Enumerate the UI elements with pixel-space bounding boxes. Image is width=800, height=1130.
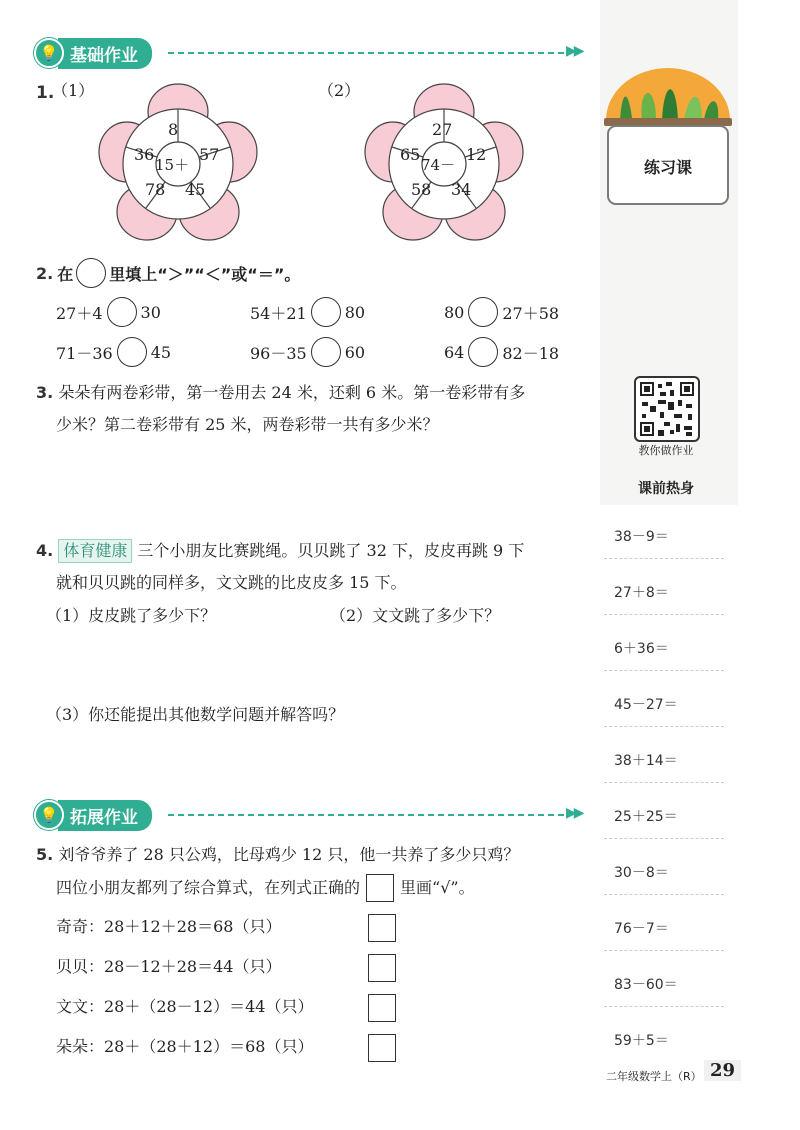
q4-text1: 三个小朋友比赛跳绳。贝贝跳了 32 下，皮皮再跳 9 下 bbox=[137, 541, 525, 560]
double-arrow-icon: ▶▶ bbox=[566, 805, 582, 821]
q4-sub3: （3）你还能提出其他数学问题并解答吗？ bbox=[46, 705, 345, 724]
q4-sub2: （2）文文跳了多少下？ bbox=[330, 606, 501, 625]
warmup-divider bbox=[604, 1006, 724, 1007]
comparison-right: 82－18 bbox=[502, 343, 560, 363]
q4-number: 4. bbox=[36, 541, 54, 560]
warmup-item: 25＋25＝ bbox=[614, 809, 678, 825]
flower1-top: 8 bbox=[168, 120, 179, 139]
answer-circle[interactable] bbox=[311, 337, 341, 367]
warmup-item: 38－9＝ bbox=[614, 529, 669, 545]
q5-text1: 刘爷爷养了 28 只公鸡，比母鸡少 12 只，他一共养了多少只鸡？ bbox=[58, 845, 520, 864]
q1-number: 1. bbox=[36, 83, 55, 103]
check-box[interactable] bbox=[368, 954, 396, 982]
q2-prompt-a: 在 bbox=[57, 264, 74, 284]
q5-text2a: 四位小朋友都列了综合算式，在列式正确的 bbox=[56, 878, 361, 897]
q4-sub1: （1）皮皮跳了多少下？ bbox=[46, 606, 217, 625]
flower2-left: 65 bbox=[400, 145, 421, 164]
answer-circle[interactable] bbox=[107, 297, 137, 327]
answer-circle[interactable] bbox=[117, 337, 147, 367]
q2-prompt bbox=[36, 258, 300, 288]
section-basic-header bbox=[34, 38, 152, 68]
comparison-right: 45 bbox=[150, 342, 172, 362]
qr-caption: 教你做作业 bbox=[638, 444, 694, 457]
q2-number: 2. bbox=[36, 263, 54, 283]
q2-prompt-circle bbox=[76, 258, 106, 288]
q5-text2b: 里画“√”。 bbox=[400, 878, 475, 897]
check-box[interactable] bbox=[368, 994, 396, 1022]
warmup-item: 38＋14＝ bbox=[614, 753, 678, 769]
q5-number: 5. bbox=[36, 845, 54, 864]
basket-illustration bbox=[598, 60, 738, 210]
warmup-item: 83－60＝ bbox=[614, 977, 678, 993]
q5-prompt-box bbox=[366, 874, 394, 902]
lightbulb-icon: 💡 bbox=[34, 38, 64, 68]
basket-label: 练习课 bbox=[643, 158, 692, 177]
comparison-item bbox=[56, 337, 171, 367]
lightbulb-icon: 💡 bbox=[34, 800, 64, 830]
flower2-top: 27 bbox=[432, 120, 453, 139]
flower2-bottom-left: 58 bbox=[411, 180, 432, 199]
warmup-divider bbox=[604, 782, 724, 783]
warmup-divider bbox=[604, 838, 724, 839]
answer-circle[interactable] bbox=[311, 297, 341, 327]
section-extend-title: 拓展作业 bbox=[58, 800, 152, 831]
q5-line2 bbox=[56, 873, 475, 903]
comparison-item bbox=[56, 297, 161, 327]
warmup-item: 6＋36＝ bbox=[614, 641, 669, 657]
flower1-center: 15＋ bbox=[155, 156, 190, 174]
comparison-item bbox=[250, 297, 365, 327]
warmup-item: 27＋8＝ bbox=[614, 585, 669, 601]
q4-line1 bbox=[36, 536, 524, 566]
section-basic-divider bbox=[168, 52, 564, 54]
flower2-bottom-right: 34 bbox=[451, 180, 472, 199]
flower1-bottom-left: 78 bbox=[145, 180, 166, 199]
comparison-left: 54＋21 bbox=[250, 303, 307, 323]
answer-formula: 朵朵：28＋（28＋12）＝68（只） bbox=[56, 1037, 314, 1056]
answer-circle[interactable] bbox=[468, 337, 498, 367]
comparison-left: 96－35 bbox=[250, 343, 307, 363]
comparison-left: 71－36 bbox=[56, 343, 113, 363]
comparison-left: 27＋4 bbox=[56, 303, 103, 323]
q2-prompt-b: 里填上“＞”“＜”或“＝”。 bbox=[109, 264, 301, 284]
q3-line2: 少米？第二卷彩带有 25 米，两卷彩带一共有多少米？ bbox=[56, 415, 439, 434]
answer-circle[interactable] bbox=[468, 297, 498, 327]
section-extend-divider bbox=[168, 814, 564, 816]
flower1-bottom-right: 45 bbox=[185, 180, 206, 199]
warmup-item: 45－27＝ bbox=[614, 697, 678, 713]
flower1-right: 57 bbox=[199, 145, 220, 164]
warmup-item: 30－8＝ bbox=[614, 865, 669, 881]
warmup-divider bbox=[604, 894, 724, 895]
comparison-item bbox=[444, 337, 559, 367]
flower2-center: 74－ bbox=[421, 156, 456, 174]
comparison-left: 64 bbox=[444, 342, 465, 362]
section-extend-header bbox=[34, 800, 152, 830]
warmup-divider bbox=[604, 726, 724, 727]
answer-formula: 文文：28＋（28－12）＝44（只） bbox=[56, 997, 314, 1016]
warmup-divider bbox=[604, 614, 724, 615]
comparison-left: 80 bbox=[444, 302, 465, 322]
q3-line1 bbox=[36, 378, 525, 408]
warmup-title: 课前热身 bbox=[638, 481, 694, 497]
warmup-divider bbox=[604, 950, 724, 951]
q5-line1 bbox=[36, 840, 519, 870]
warmup-item: 59＋5＝ bbox=[614, 1033, 669, 1049]
flower1-left: 36 bbox=[134, 145, 155, 164]
page-number: 29 bbox=[704, 1060, 741, 1081]
flower2-right: 12 bbox=[466, 145, 487, 164]
q3-text1: 朵朵有两卷彩带，第一卷用去 24 米，还剩 6 米。第一卷彩带有多 bbox=[58, 383, 526, 402]
qr-code[interactable] bbox=[634, 376, 700, 442]
comparison-item bbox=[444, 297, 559, 327]
comparison-right: 60 bbox=[344, 342, 366, 362]
warmup-divider bbox=[604, 558, 724, 559]
answer-formula: 贝贝：28－12＋28＝44（只） bbox=[56, 957, 282, 976]
warmup-divider bbox=[604, 670, 724, 671]
double-arrow-icon: ▶▶ bbox=[566, 43, 582, 59]
check-box[interactable] bbox=[368, 914, 396, 942]
q1-part1-label: （1） bbox=[52, 81, 95, 100]
q4-line2: 就和贝贝跳的同样多，文文跳的比皮皮多 15 下。 bbox=[56, 573, 407, 592]
warmup-item: 76－7＝ bbox=[614, 921, 669, 937]
comparison-right: 30 bbox=[140, 302, 161, 322]
section-basic-title: 基础作业 bbox=[58, 38, 152, 69]
q3-number: 3. bbox=[36, 383, 54, 402]
q4-tag: 体育健康 bbox=[58, 539, 132, 563]
comparison-right: 27＋58 bbox=[502, 303, 560, 323]
comparison-right: 80 bbox=[344, 302, 366, 322]
comparison-item bbox=[250, 337, 365, 367]
check-box[interactable] bbox=[368, 1034, 396, 1062]
q1-part2-label: （2） bbox=[318, 81, 361, 100]
answer-formula: 奇奇：28＋12＋28＝68（只） bbox=[56, 917, 282, 936]
footer-book: 二年级数学上（R） bbox=[606, 1070, 702, 1083]
